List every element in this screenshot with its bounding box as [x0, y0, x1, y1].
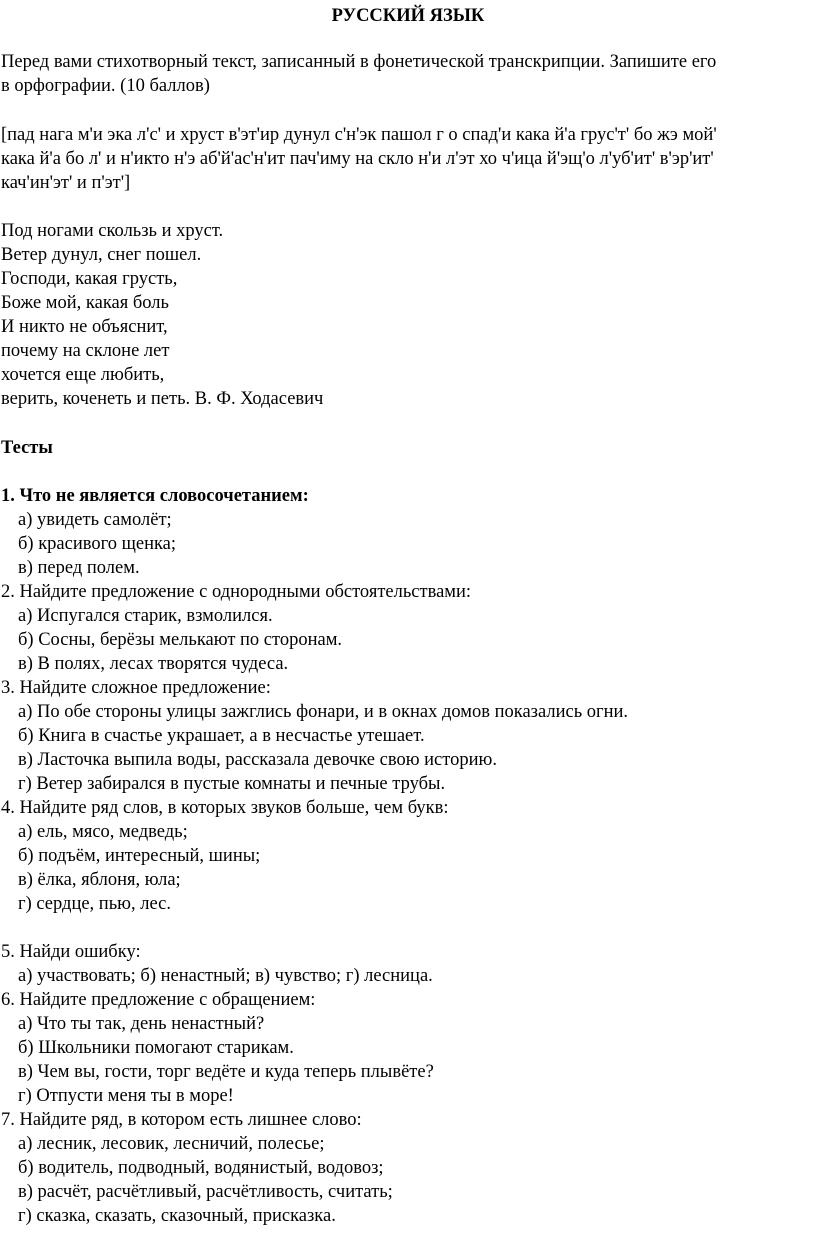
poem-line: Под ногами скользь и хруст. [1, 221, 224, 241]
question-4: 4. Найдите ряд слов, в которых звуков больше, чем букв: [1, 798, 449, 818]
answer-option: а) Испугался старик, взмолился. [18, 606, 273, 626]
answer-option: а) По обе стороны улицы зажглись фонари, и в окнах домов показались огни. [18, 702, 629, 722]
poem-line: почему на склоне лет [1, 341, 170, 361]
task-line: в орфографии. (10 баллов) [1, 76, 210, 96]
answer-option: г) сказка, сказать, сказочный, присказка. [18, 1206, 336, 1226]
poem [1, 219, 813, 411]
answer-option: а) увидеть самолёт; [18, 510, 172, 530]
answer-option: б) подъём, интересный, шины; [18, 846, 261, 866]
question-6: 6. Найдите предложение с обращением: [1, 990, 316, 1010]
tests-heading [1, 436, 813, 460]
tests-list-continued [1, 940, 813, 1228]
answer-option: в) перед полем. [18, 558, 140, 578]
task-instructions [1, 50, 813, 98]
question-2: 2. Найдите предложение с однородными обстоятельствами: [1, 582, 472, 602]
answer-option: б) Школьники помогают старикам. [18, 1038, 294, 1058]
answer-option: а) лесник, лесовик, лесничий, полесье; [18, 1134, 325, 1154]
phonetic-transcription [1, 123, 813, 195]
answer-option: г) сердце, пью, лес. [18, 894, 171, 914]
answer-option: а) ель, мясо, медведь; [18, 822, 188, 842]
answer-option: а) Что ты так, день ненастный? [18, 1014, 265, 1034]
answer-option: в) расчёт, расчётливый, расчётливость, считать; [18, 1182, 393, 1202]
answer-option: в) Чем вы, гости, торг ведёте и куда теперь плывёте? [18, 1062, 434, 1082]
answer-option: г) Отпусти меня ты в море! [18, 1086, 234, 1106]
question-3: 3. Найдите сложное предложение: [1, 678, 271, 698]
transcription-line: кач'ин'эт' и п'эт'] [1, 173, 131, 193]
poem-line: Ветер дунул, снег пошел. [1, 245, 202, 265]
answer-option: б) водитель, подводный, водянистый, водовоз; [18, 1158, 384, 1178]
answer-option: в) В полях, лесах творятся чудеса. [18, 654, 289, 674]
question-1: 1. Что не является словосочетанием: [1, 486, 309, 506]
page-title: РУССКИЙ ЯЗЫК [331, 6, 485, 26]
answer-option: б) Сосны, берёзы мелькают по сторонам. [18, 630, 343, 650]
poem-line: верить, коченеть и петь. В. Ф. Ходасевич [1, 389, 324, 409]
question-7: 7. Найдите ряд, в котором есть лишнее слово: [1, 1110, 362, 1130]
transcription-line: [пад нага м'и эка л'с' и хруст в'эт'ир дунул с'н'эк пашол г о спад'и кака й'а грус'т' бо жэ мой' [1, 125, 717, 145]
question-5: 5. Найди ошибку: [1, 942, 141, 962]
answer-option: б) Книга в счастье украшает, а в несчастье утешает. [18, 726, 425, 746]
tests-heading-text: Тесты [1, 438, 53, 458]
answer-option: б) красивого щенка; [18, 534, 177, 554]
answer-option: в) Ласточка выпила воды, рассказала девочке свою историю. [18, 750, 497, 770]
poem-line: И никто не объяснит, [1, 317, 168, 337]
answer-option: а) участвовать; б) ненастный; в) чувство; г) лесница. [18, 966, 433, 986]
poem-line: Господи, какая грусть, [1, 269, 178, 289]
task-line: Перед вами стихотворный текст, записанный в фонетической транскрипции. Запишите его [1, 52, 717, 72]
answer-option: в) ёлка, яблоня, юла; [18, 870, 181, 890]
poem-line: хочется еще любить, [1, 365, 165, 385]
transcription-line: кака й'а бо л' и н'икто н'э аб'й'ас'н'ит пач'иму на скло н'и л'эт хо ч'ица й'эщ'о л'уб'ит' в'эр'ит' [1, 149, 714, 169]
answer-option: г) Ветер забирался в пустые комнаты и печные трубы. [18, 774, 446, 794]
tests-list [1, 484, 813, 916]
poem-line: Боже мой, какая боль [1, 293, 169, 313]
